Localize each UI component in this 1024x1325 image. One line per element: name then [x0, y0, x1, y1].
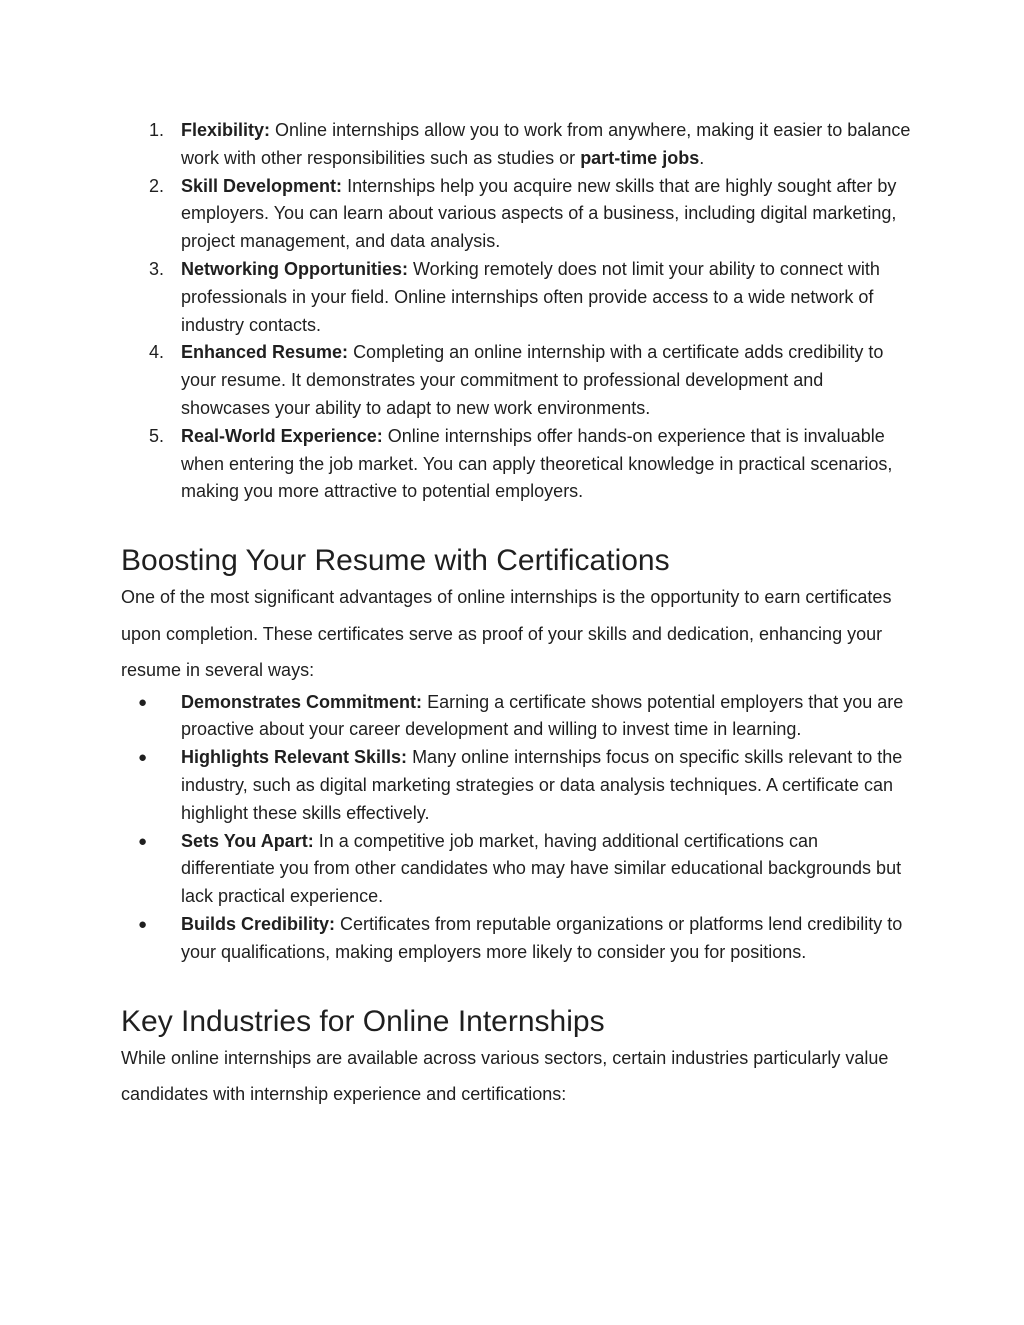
list-item-label: Networking Opportunities:	[181, 258, 408, 279]
list-number: 5.	[149, 425, 165, 446]
list-item-text: Completing an online internship with a certificate adds credibility to your resume. It demonstrates your commitment to professional development and showcases your ability to adapt to new work environments.	[181, 342, 884, 418]
bullet-item-label: Sets You Apart:	[181, 830, 314, 851]
bullet-icon: ●	[138, 749, 148, 767]
bullet-icon: ●	[138, 832, 148, 850]
bullet-icon: ●	[138, 916, 148, 934]
list-number: 2.	[149, 175, 165, 196]
industries-intro-paragraph: While online internships are available across various sectors, certain industries particularly value candidates with internship experience and certifications:	[121, 1047, 889, 1105]
benefits-numbered-list	[121, 117, 911, 506]
bullet-item-text: Earning a certificate shows potential employers that you are proactive about your career development and willing to invest time in learning.	[181, 691, 904, 740]
bullet-item-label: Highlights Relevant Skills:	[181, 747, 408, 768]
list-item-label: Enhanced Resume:	[181, 342, 349, 363]
list-item-flexibility	[121, 117, 911, 173]
bullet-icon: ●	[138, 693, 148, 711]
list-item-text: Online internships allow you to work from anywhere, making it easier to balance work with other responsibilities such as studies or	[181, 120, 911, 168]
bullet-item-text: Certificates from reputable organizations or platforms lend credibility to your qualifications, making employers more likely to consider you for positions.	[181, 914, 903, 962]
list-number: 3.	[149, 258, 165, 279]
list-item-label: Real-World Experience:	[181, 425, 383, 446]
bold-phrase: part-time jobs	[580, 147, 700, 168]
list-item-label: Flexibility:	[181, 120, 271, 140]
list-number: 1.	[149, 120, 165, 140]
bullet-item-text: Many online internships focus on specific skills relevant to the industry, such as digital marketing strategies or data analysis techniques. A certificate can highlight these skills effectively.	[181, 747, 903, 823]
list-item-real-world	[121, 423, 911, 506]
document-page	[121, 117, 911, 1113]
section-heading-industries: Key Industries for Online Internships	[121, 1004, 605, 1038]
bullet-item-skills	[121, 744, 911, 827]
bullet-item-label: Demonstrates Commitment:	[181, 691, 423, 712]
bullet-item-text: In a competitive job market, having additional certifications can differentiate you from other candidates who may have similar educational backgrounds but lack practical experience.	[181, 830, 902, 907]
certifications-bullet-list	[121, 689, 911, 967]
bullet-item-label: Builds Credibility:	[181, 914, 336, 935]
list-item-text: Working remotely does not limit your ability to connect with professionals in your field. Online internships often provide access to a wide network of industry contacts.	[181, 258, 880, 335]
list-item-enhanced-resume	[121, 339, 911, 422]
list-item-networking	[121, 256, 911, 339]
bullet-item-sets-apart	[121, 828, 911, 911]
bullet-item-credibility	[121, 911, 911, 967]
list-number: 4.	[149, 342, 165, 363]
bullet-item-commitment	[121, 689, 911, 745]
certifications-intro-paragraph: One of the most significant advantages of online internships is the opportunity to earn certificates upon completion. These certificates serve as proof of your skills and dedication, enhancing your resume in several ways:	[121, 587, 892, 681]
list-item-text: Internships help you acquire new skills that are highly sought after by employers. You can learn about various aspects of a business, including digital marketing, project management, and data analysis.	[181, 175, 897, 252]
list-item-label: Skill Development:	[181, 175, 343, 196]
list-item-skill-development	[121, 173, 911, 256]
list-item-tail: .	[699, 147, 705, 168]
section-heading-certifications: Boosting Your Resume with Certifications	[121, 544, 670, 578]
list-item-text: Online internships offer hands-on experience that is invaluable when entering the job market. You can apply theoretical knowledge in practical scenarios, making you more attractive to potential employers.	[181, 425, 893, 502]
